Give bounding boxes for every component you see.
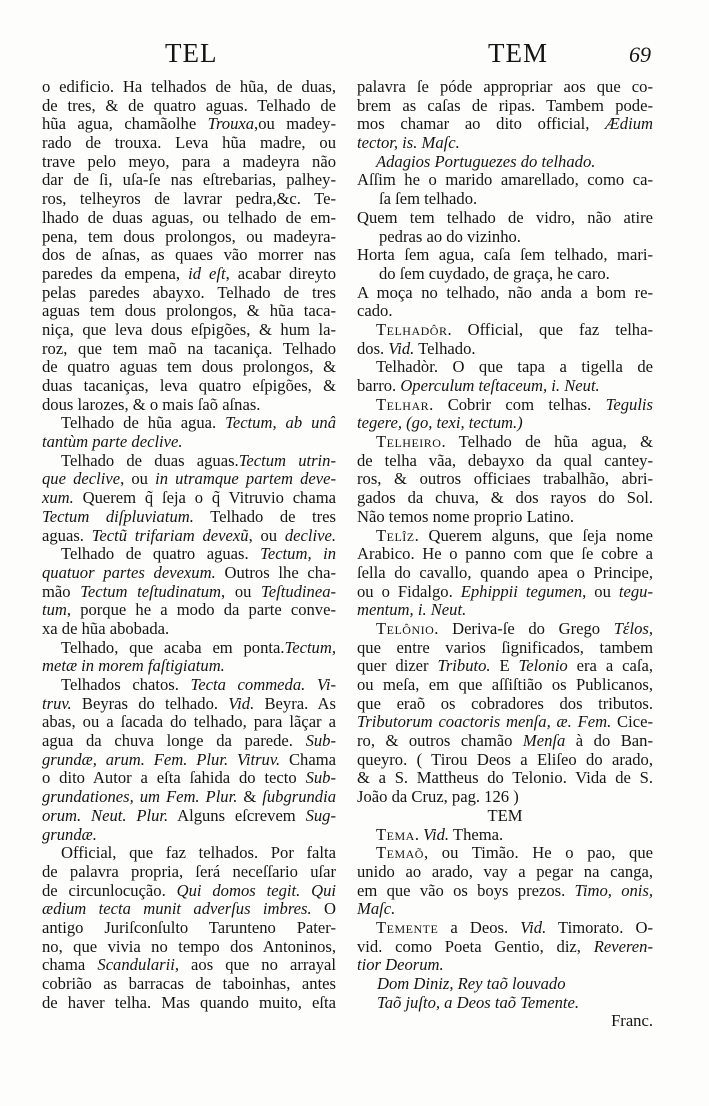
- text-line: [357, 340, 653, 359]
- italic-text: tantùm parte declive.: [42, 432, 183, 452]
- text-line: Horta ſem agua, caſa ſem telhado, mari-: [357, 245, 653, 265]
- italic-text: Ephippii tegumen: [460, 581, 583, 601]
- text-run: , ou: [248, 525, 285, 545]
- text-line: [42, 788, 336, 807]
- text-run: O: [311, 899, 336, 919]
- text-run: barro.: [357, 376, 401, 395]
- italic-text: Adagios Portuguezes do telhado.: [376, 151, 596, 171]
- text-run: Telhado, que acaba em ponta.: [61, 637, 285, 657]
- text-line: [357, 844, 653, 863]
- entry-headword: Telîz: [376, 525, 415, 545]
- italic-text: Maſc.: [357, 899, 396, 919]
- italic-text: grundæ.: [42, 824, 97, 844]
- text-line: [42, 882, 336, 901]
- entry-headword: Temaõ: [376, 843, 424, 863]
- text-line: [357, 414, 653, 433]
- entry-headword: Telhar: [376, 394, 430, 414]
- text-line: [42, 452, 336, 471]
- text-run: , ou Timão. He o pao, que: [423, 843, 653, 863]
- italic-text: Operculum teſtaceum, i. Neut.: [400, 376, 600, 395]
- italic-text: que declive: [42, 469, 121, 489]
- italic-text: tegere, (go, texi, tectum.): [357, 413, 523, 433]
- text-line: de telha vãa, debayxo da qual cantey-: [357, 450, 653, 470]
- text-line: do ſem cuydado, de graça, he caro.: [379, 263, 610, 283]
- italic-text: Reveren-: [593, 936, 653, 956]
- text-line: dar de ſi, uſa-ſe nas eſtrebarias, palhey-: [42, 170, 336, 190]
- text-run: , ou: [582, 581, 619, 601]
- text-line: [42, 115, 336, 134]
- text-run: Timorato. O-: [546, 917, 653, 937]
- text-run: Beyras do telhado.: [71, 693, 229, 713]
- italic-text: Taõ juſto, a Deos taõ: [377, 992, 521, 1012]
- text-line: [357, 433, 653, 452]
- text-run: de circunlocução.: [42, 880, 177, 900]
- italic-text: Tectum diſpluviatum.: [42, 506, 194, 526]
- italic-text: Dom Diniz, Rey taõ louvado: [377, 974, 566, 993]
- text-line: [357, 583, 653, 602]
- italic-text: metæ in morem faſtigiatum.: [42, 656, 225, 676]
- italic-text: Vid.: [520, 917, 547, 937]
- text-line: [357, 620, 653, 639]
- text-line: rado de trouxa. Leva hũa madre, ou: [42, 133, 336, 153]
- text-line: [42, 956, 336, 975]
- text-run: &: [237, 787, 263, 807]
- text-line: ros, & outros officiaes trabalhão, abri-: [357, 469, 653, 489]
- text-line: Official, que faz telhados. Por falta: [61, 843, 336, 863]
- text-line: [42, 657, 336, 676]
- text-line: [42, 826, 336, 845]
- text-line: [357, 882, 653, 901]
- text-line: & a S. Mattheus do Telonio. Vida de S.: [357, 768, 653, 788]
- text-line: cado.: [357, 301, 393, 321]
- text-line: no, que vivia no tempo dos Antoninos,: [42, 936, 336, 956]
- text-line: brem as caſas de ripas. Tambem pode-: [357, 95, 653, 115]
- text-line: trave pelo meyo, para a madeyra não: [42, 151, 336, 171]
- italic-text: xum.: [42, 488, 74, 508]
- text-run: Telhado de duas aguas.: [61, 450, 239, 470]
- text-line: ſella do cavallo, quando apea o Principe,: [357, 562, 653, 582]
- text-run: Telhado.: [414, 338, 476, 358]
- text-line: ſa ſem telhado.: [379, 189, 478, 209]
- text-line: [42, 470, 336, 489]
- italic-text: grundæ, arum. Fem. Plur. Vitruv.: [42, 749, 281, 769]
- italic-text: Sug-: [305, 805, 336, 825]
- text-run: Outros lhe cha-: [215, 562, 336, 582]
- text-run: o dito Autor a eſta ſahida do tecto: [42, 768, 306, 788]
- text-run: . Cobrir com telhas.: [429, 394, 606, 414]
- italic-text: Sub-: [305, 731, 336, 751]
- text-run: , ou: [120, 469, 156, 489]
- text-line: lhado de duas aguas, ou telhado de em-: [42, 207, 336, 227]
- italic-text: orum. Neut. Plur.: [42, 805, 169, 825]
- entry-headword: Temente: [376, 917, 439, 937]
- text-run: . Deriva-ſe do Grego: [434, 618, 614, 638]
- italic-text: Tectum,: [284, 637, 336, 657]
- text-run: ro, & outros chamão: [357, 731, 523, 751]
- italic-text: Trouxa: [207, 114, 255, 134]
- italic-text: Tecta commeda. Vi-: [190, 675, 336, 694]
- text-run: Chama: [280, 749, 336, 769]
- italic-text: tum: [42, 600, 67, 620]
- text-line: [357, 601, 653, 620]
- running-header-left: TEL: [165, 38, 218, 68]
- text-run: paredes da empena,: [42, 263, 189, 283]
- text-run: Telhado de quatro aguas.: [61, 544, 261, 564]
- text-line: [357, 527, 653, 546]
- entry-headword: Tema: [376, 824, 415, 844]
- text-line: [42, 732, 336, 751]
- italic-text: quatuor partes devexum.: [42, 562, 216, 582]
- italic-text: Menſa: [522, 731, 566, 751]
- text-run: , acabar direyto: [225, 263, 337, 283]
- text-line: ros, telheyros de lavrar pedra,&c. Te-: [42, 189, 336, 209]
- italic-text: Vid.: [228, 693, 255, 713]
- italic-text: declive.: [284, 525, 336, 545]
- text-run: hũa agua, chamãolhe: [42, 114, 208, 134]
- text-line: xa de hũa abobada.: [42, 618, 170, 638]
- text-line: unido ao arado, vay a pegar na canga,: [357, 861, 653, 881]
- entry-headword: Telheiro: [376, 432, 442, 452]
- text-run: quer dizer: [357, 656, 438, 676]
- text-run: . Official, que faz telha-: [447, 319, 653, 339]
- page-number: 69: [629, 42, 651, 67]
- italic-text: in utramque partem deve-: [155, 469, 336, 489]
- italic-text: tior Deorum.: [357, 955, 444, 975]
- italic-text: Tributorum coactoris menſa, æ. Fem.: [357, 712, 612, 732]
- text-run: Temente.: [520, 992, 580, 1012]
- text-line: de tres, & de quatro aguas. Telhado de: [42, 95, 336, 115]
- text-line: pedras ao do vizinho.: [379, 226, 521, 246]
- text-run: , aos que no arrayal: [174, 955, 337, 975]
- left-column: [42, 78, 336, 1012]
- text-run: Telhados chatos.: [61, 675, 191, 694]
- text-line: cobrião as barracas de taboinhas, antes: [42, 974, 336, 993]
- text-run: . Querem alguns, que ſeja nome: [414, 525, 653, 545]
- text-line: [357, 134, 653, 153]
- text-line: [42, 695, 336, 714]
- text-line: de haver telha. Mas quando muito, eſta: [42, 992, 336, 1012]
- text-line: roz, que tem maõ na tacaniça. Telhado: [42, 338, 336, 358]
- italic-text: Telonio: [518, 656, 568, 676]
- text-line: [42, 769, 336, 788]
- text-line: niça, que leva dous eſpigões, & hum la-: [42, 319, 336, 339]
- text-line: [357, 956, 653, 975]
- text-line: Aſſim he o marido amarellado, como ca-: [357, 170, 653, 190]
- text-run: era a caſa,: [567, 656, 653, 676]
- italic-text: grundationes, um Fem. Plur.: [42, 787, 238, 807]
- text-line: [357, 975, 653, 994]
- text-line: TEM: [487, 805, 523, 825]
- text-line: aguas tem dous prolongos, & hũa taca-: [42, 301, 336, 321]
- text-run: mos chamar ao dito official,: [357, 114, 606, 134]
- text-line: A moça no telhado, não anda a bom re-: [357, 282, 653, 302]
- italic-text: Timo, onis,: [574, 880, 654, 900]
- text-line: queyro. ( Tirou Deos a Eliſeo do arado,: [357, 749, 653, 769]
- text-line: [357, 115, 653, 134]
- text-line: [357, 994, 653, 1013]
- text-line: [42, 433, 336, 452]
- text-line: Franc.: [611, 1011, 653, 1031]
- text-line: [42, 527, 336, 546]
- italic-text: truv.: [42, 693, 72, 713]
- italic-text: Scandularii: [97, 955, 175, 975]
- text-line: [357, 713, 653, 732]
- text-line: [357, 900, 653, 919]
- text-line: [42, 676, 336, 695]
- text-line: [42, 545, 336, 564]
- text-run: Telhado de hũa agua.: [61, 413, 226, 433]
- text-line: pena, tem dous prolongos, ou madeyra-: [42, 226, 336, 246]
- text-run: Querem q̃ ſeja o q̃ Vitruvio chama: [73, 488, 336, 508]
- text-line: Quem tem telhado de vidro, não atire: [357, 207, 653, 227]
- text-line: o edificio. Ha telhados de hũa, de duas,: [42, 77, 336, 96]
- text-run: ,: [648, 618, 653, 638]
- text-line: [42, 583, 336, 602]
- text-line: de palavra propria, ſerá neceſſario uſar: [42, 861, 336, 881]
- text-line: [42, 751, 336, 770]
- text-line: duas tacaniças, leva quatro eſpigões, &: [42, 376, 336, 395]
- text-run: Telhado de tres: [193, 506, 336, 526]
- text-line: [357, 657, 653, 676]
- text-line: [357, 396, 653, 415]
- text-line: [42, 564, 336, 583]
- text-line: Não temos nome proprio Latino.: [357, 506, 575, 526]
- text-run: agua da chuva longe da parede.: [42, 731, 306, 751]
- entry-headword: Telhadôr: [376, 319, 448, 339]
- text-run: ,ou madey-: [254, 114, 336, 134]
- text-line: dos de aſnas, as quaes vão morrer nas: [42, 245, 336, 265]
- italic-text: id eſt: [188, 263, 226, 283]
- italic-text: tegu-: [618, 581, 653, 601]
- text-run: E: [490, 656, 519, 676]
- italic-text: Tectum, ab unâ: [225, 413, 336, 433]
- text-run: . Telhado de hũa agua, &: [441, 432, 653, 452]
- text-line: [357, 732, 653, 751]
- entry-headword: Telônio: [376, 618, 435, 638]
- italic-text: Tectum teſtudinatum: [80, 581, 222, 601]
- text-line: gados da chuva, & dos rayos do Sol.: [357, 488, 653, 508]
- text-line: que entre varios ſignificados, tambem: [357, 637, 653, 657]
- italic-text: Tectũ trifariam devexũ: [91, 525, 249, 545]
- italic-text: tector, is. Maſc.: [357, 133, 460, 153]
- text-line: [42, 900, 336, 919]
- text-run: a Deos.: [438, 917, 521, 937]
- text-line: abas, ou a ſacada do telhado, para lãçar a: [42, 712, 336, 732]
- italic-text: ſubgrundia: [262, 787, 336, 807]
- text-line: [42, 601, 336, 620]
- text-line: Telhadòr. O que tapa a tigella de: [376, 357, 653, 377]
- text-run: em que vão os boys prezos.: [357, 880, 575, 900]
- text-line: [42, 265, 336, 284]
- text-run: Beyra. As: [254, 693, 336, 713]
- text-line: Arabico. He o panno com que ſe cobre a: [357, 544, 653, 564]
- text-run: Thema.: [449, 824, 504, 844]
- text-line: [42, 414, 336, 433]
- text-run: aguas.: [42, 525, 92, 545]
- running-header-right: TEM: [488, 38, 548, 68]
- text-line: [357, 826, 653, 845]
- text-line: antigo Juriſconſulto Tarunteno Pater-: [42, 917, 336, 937]
- text-run: , ou: [221, 581, 262, 601]
- text-line: [357, 153, 653, 172]
- text-run: chama: [42, 955, 98, 975]
- italic-text: Tectum utrin-: [238, 450, 336, 470]
- text-line: dous larozes, & o mais ſaõ aſnas.: [42, 394, 261, 414]
- italic-text: Sub-: [305, 768, 336, 788]
- italic-text: Teſtudinea-: [261, 581, 337, 601]
- italic-text: Vid.: [423, 824, 450, 844]
- text-line: [42, 508, 336, 527]
- italic-text: ædium tecta munit adverſus imbres.: [42, 899, 312, 919]
- text-line: palavra ſe póde appropriar aos que co-: [357, 77, 653, 96]
- text-run: Cice-: [611, 712, 653, 732]
- italic-text: mentum, i. Neut.: [357, 600, 467, 620]
- right-column: [357, 78, 653, 1031]
- italic-text: Qui domos tegit. Qui: [176, 880, 336, 900]
- text-run: vid. como Poeta Gentio, diz,: [357, 936, 594, 956]
- text-line: [42, 489, 336, 508]
- text-line: pelas paredes abayxo. Telhado de tres: [42, 282, 336, 302]
- italic-text: Tέlos: [613, 618, 649, 638]
- text-line: [357, 919, 653, 938]
- text-run: , porque he a modo da parte conve-: [66, 600, 336, 620]
- text-line: [357, 377, 653, 396]
- text-run: à do Ban-: [565, 731, 653, 751]
- text-line: [357, 938, 653, 957]
- text-line: que eraõ os cobradores dos tributos.: [357, 693, 653, 713]
- text-run: .: [414, 824, 424, 844]
- italic-text: Ædium: [605, 114, 653, 134]
- text-line: [357, 321, 653, 340]
- text-run: Alguns eſcrevem: [168, 805, 306, 825]
- italic-text: Tectum, in: [260, 544, 336, 564]
- text-line: [42, 639, 336, 658]
- italic-text: Tegulis: [605, 394, 653, 414]
- text-line: de quatro aguas tem dous prolongos, &: [42, 357, 336, 377]
- text-line: [42, 807, 336, 826]
- text-line: João da Cruz, pag. 126 ): [357, 787, 519, 807]
- text-run: mão: [42, 581, 81, 601]
- italic-text: Vid.: [388, 338, 415, 358]
- text-run: dos.: [357, 338, 389, 358]
- text-line: ou meſa, em que aſſiſtião os Publicanos,: [357, 675, 653, 694]
- italic-text: Tributo.: [437, 656, 491, 676]
- text-run: ou o Fidalgo.: [357, 581, 461, 601]
